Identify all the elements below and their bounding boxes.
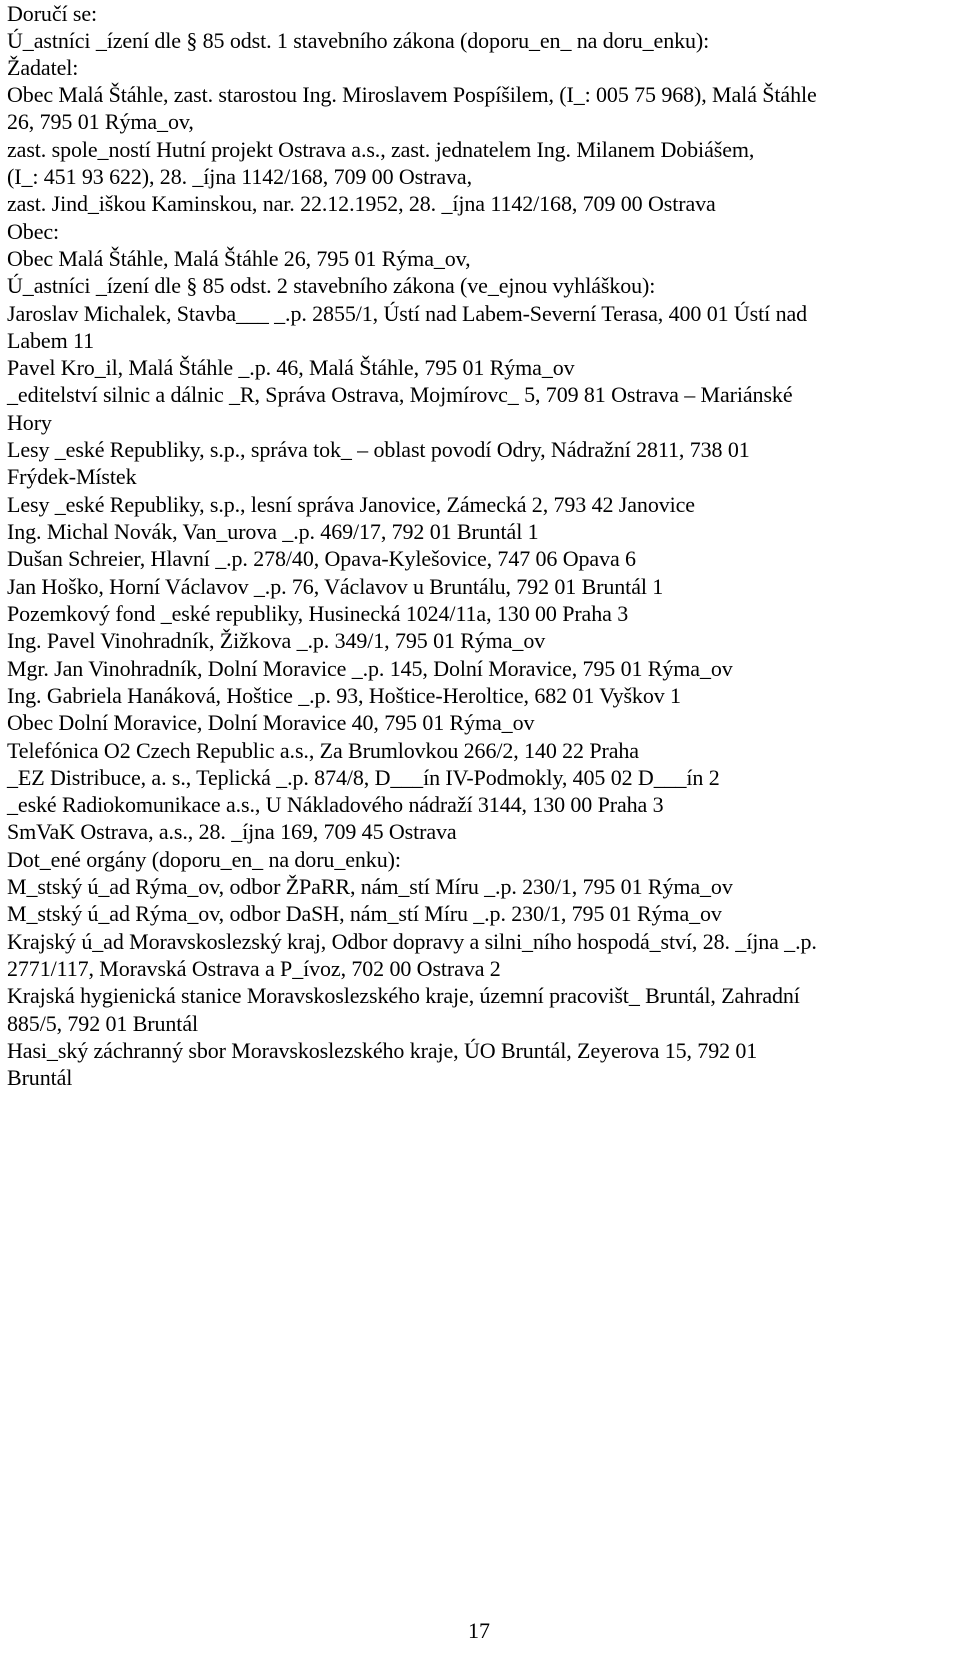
text-line: 26, 795 01 Rýma_ov, [7,109,194,134]
text-line: Bruntál [7,1065,73,1090]
text-line: Pavel Kro_il, Malá Štáhle _.p. 46, Malá Štáhle, 795 01 Rýma_ov [7,355,575,380]
participants-section-heading: Ú_astníci _ízení dle § 85 odst. 1 stavebního zákona (doporu_en_ na doru_enku): [7,28,710,53]
text-line: Obec Malá Štáhle, Malá Štáhle 26, 795 01 Rýma_ov, [7,246,471,271]
text-line: Labem 11 [7,328,94,353]
text-line: M_stský ú_ad Rýma_ov, odbor DaSH, nám_stí Míru _.p. 230/1, 795 01 Rýma_ov [7,901,722,926]
text-line: Telefónica O2 Czech Republic a.s., Za Brumlovkou 266/2, 140 22 Praha [7,738,639,763]
text-line: 2771/117, Moravská Ostrava a P_ívoz, 702 00 Ostrava 2 [7,956,501,981]
authorities-section-heading: Dot_ené orgány (doporu_en_ na doru_enku): [7,847,401,872]
text-line: Pozemkový fond _eské republiky, Husinecká 1024/11a, 130 00 Praha 3 [7,601,629,626]
text-line: Obec Dolní Moravice, Dolní Moravice 40, 795 01 Rýma_ov [7,710,535,735]
text-line: _eské Radiokomunikace a.s., U Nákladového nádraží 3144, 130 00 Praha 3 [7,792,664,817]
text-line: Jaroslav Michalek, Stavba___ _.p. 2855/1, Ústí nad Labem-Severní Terasa, 400 01 Ústí nad [7,301,808,326]
text-line: Hory [7,410,52,435]
text-line: zast. Jind_iškou Kaminskou, nar. 22.12.1952, 28. _íjna 1142/168, 709 00 Ostrava [7,191,716,216]
text-line: _EZ Distribuce, a. s., Teplická _.p. 874/8, D___ín IV-Podmokly, 405 02 D___ín 2 [7,765,720,790]
text-line: Krajský ú_ad Moravskoslezský kraj, Odbor dopravy a silni_ního hospodá_ství, 28. _íjna _.p. [7,929,817,954]
text-line: Frýdek-Místek [7,464,137,489]
page-number: 17 [468,1618,490,1643]
text-line: Obec Malá Štáhle, zast. starostou Ing. Miroslavem Pospíšilem, (I_: 005 75 968), Malá Štáhle [7,82,817,107]
text-line: Ing. Pavel Vinohradník, Žižkova _.p. 349/1, 795 01 Rýma_ov [7,628,546,653]
text-line: SmVaK Ostrava, a.s., 28. _íjna 169, 709 45 Ostrava [7,819,457,844]
text-line: Hasi_ský záchranný sbor Moravskoslezského kraje, ÚO Bruntál, Zeyerova 15, 792 01 [7,1038,758,1063]
text-line: zast. spole_ností Hutní projekt Ostrava a.s., zast. jednatelem Ing. Milanem Dobiášem, [7,137,755,162]
text-line: (I_: 451 93 622), 28. _íjna 1142/168, 709 00 Ostrava, [7,164,472,189]
public-notice-section-heading: Ú_astníci _ízení dle § 85 odst. 2 stavebního zákona (ve_ejnou vyhláškou): [7,273,656,298]
municipality-label: Obec: [7,219,60,244]
text-line: Lesy _eské Republiky, s.p., správa tok_ – oblast povodí Odry, Nádražní 2811, 738 01 [7,437,750,462]
text-line: Krajská hygienická stanice Moravskoslezského kraje, územní pracovišt_ Bruntál, Zahradní [7,983,800,1008]
text-line: Ing. Gabriela Hanáková, Hoštice _.p. 93, Hoštice-Heroltice, 682 01 Vyškov 1 [7,683,681,708]
text-line: Ing. Michal Novák, Van_urova _.p. 469/17, 792 01 Bruntál 1 [7,519,539,544]
deliver-to-heading: Doručí se: [7,1,98,26]
text-line: 885/5, 792 01 Bruntál [7,1011,199,1036]
applicant-label: Žadatel: [7,55,79,80]
text-line: Jan Hoško, Horní Václavov _.p. 76, Václavov u Bruntálu, 792 01 Bruntál 1 [7,574,664,599]
text-line: Lesy _eské Republiky, s.p., lesní správa Janovice, Zámecká 2, 793 42 Janovice [7,492,695,517]
text-line: M_stský ú_ad Rýma_ov, odbor ŽPaRR, nám_stí Míru _.p. 230/1, 795 01 Rýma_ov [7,874,733,899]
text-line: _editelství silnic a dálnic _R, Správa Ostrava, Mojmírovc_ 5, 709 81 Ostrava – Mariánské [7,382,793,407]
text-line: Mgr. Jan Vinohradník, Dolní Moravice _.p. 145, Dolní Moravice, 795 01 Rýma_ov [7,656,733,681]
text-line: Dušan Schreier, Hlavní _.p. 278/40, Opava-Kylešovice, 747 06 Opava 6 [7,546,636,571]
